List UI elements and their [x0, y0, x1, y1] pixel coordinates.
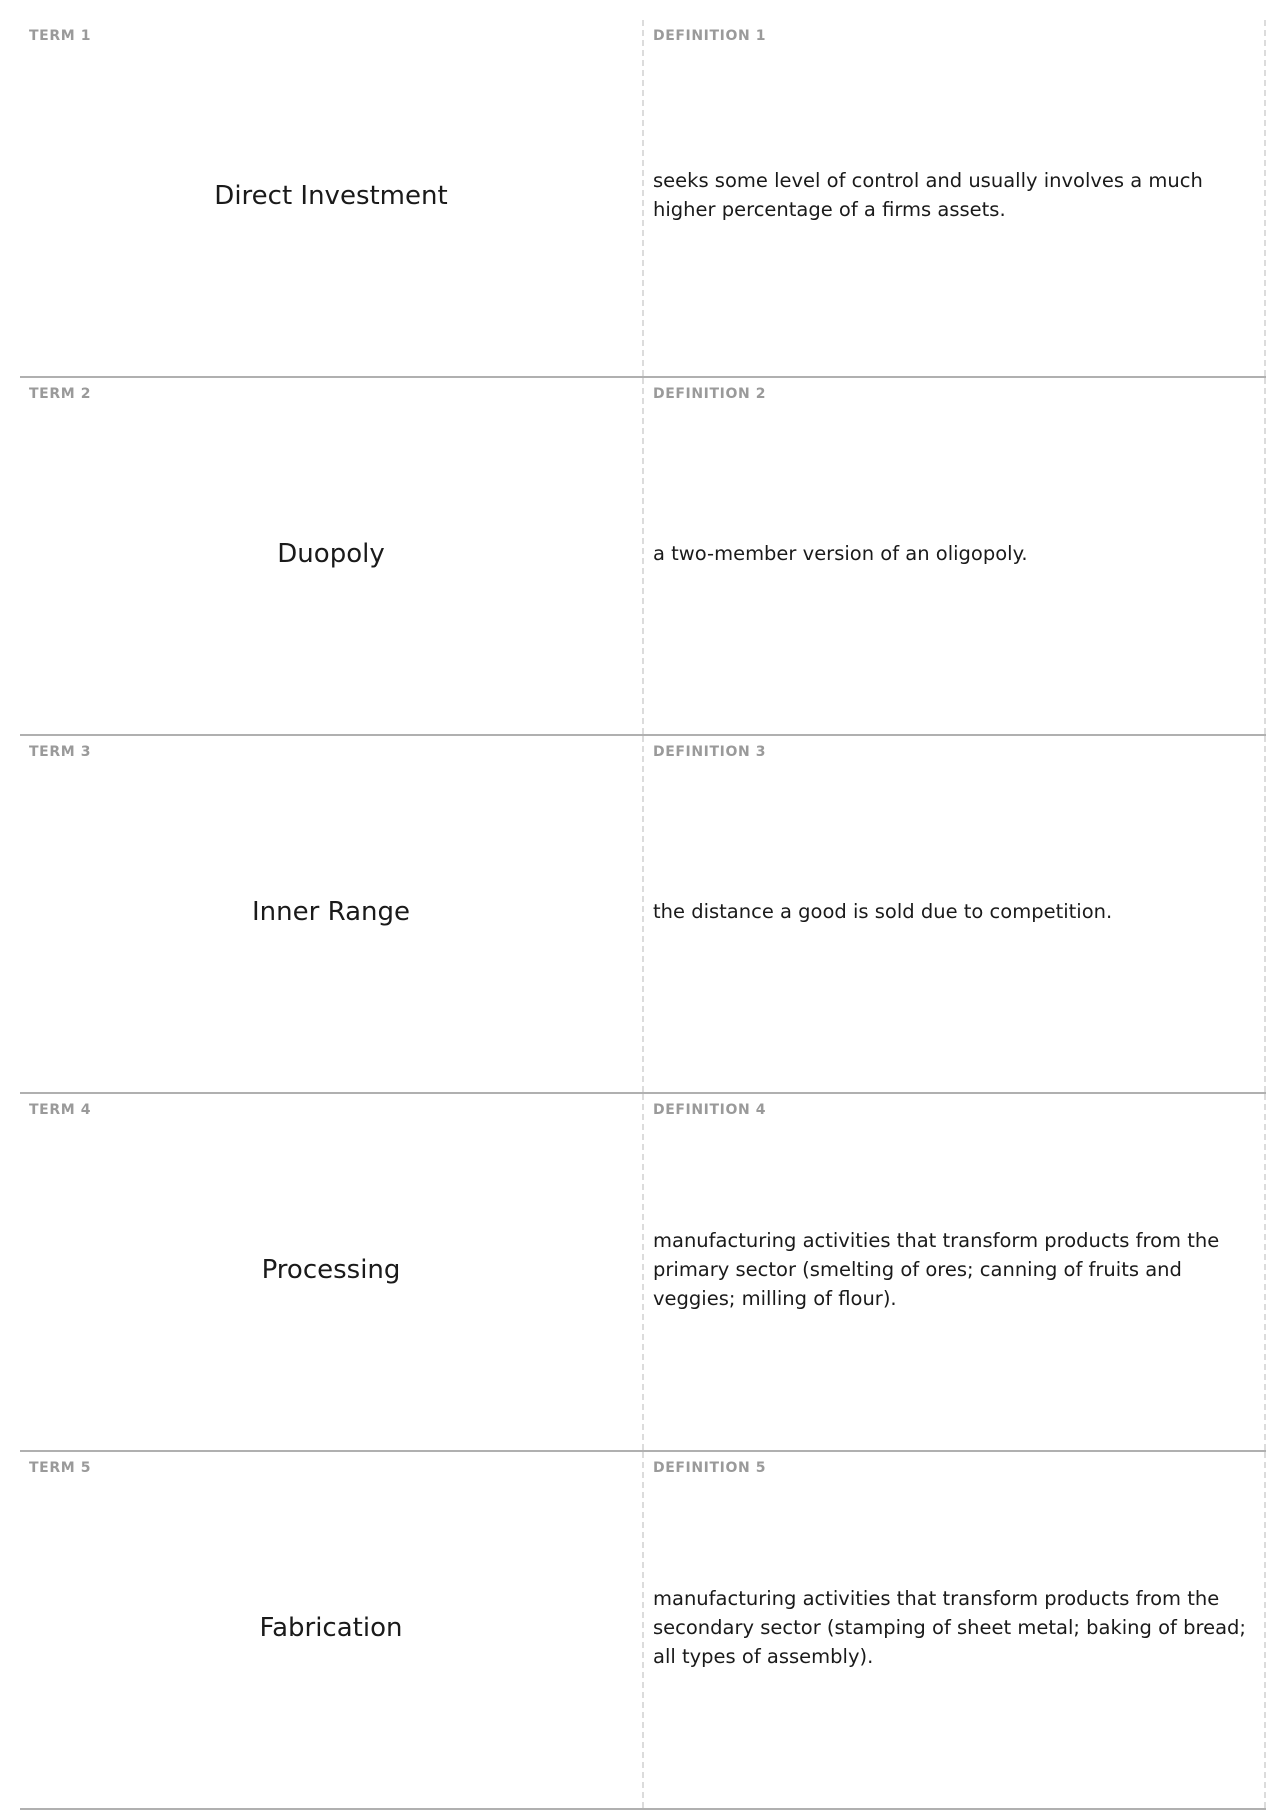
definition-text: the distance a good is sold due to competition.	[653, 899, 1113, 923]
term-card-4	[20, 1094, 644, 1450]
flashcard-row-2	[20, 378, 1266, 736]
definition-label: DEFINITION 4	[653, 1102, 767, 1118]
term-card-3	[20, 736, 644, 1092]
definition-text: manufacturing activities that transform products from the secondary sector (stamping of sheet metal; baking of bread; all types of assembly).	[653, 1586, 1246, 1668]
flashcard-row-5	[20, 1452, 1266, 1810]
definition-label: DEFINITION 2	[653, 386, 767, 402]
definition-card-1	[644, 20, 1266, 376]
term-text: Inner Range	[252, 897, 410, 927]
flashcard-row-1	[20, 20, 1266, 378]
term-text: Processing	[261, 1255, 401, 1285]
term-label: TERM 4	[29, 1102, 92, 1118]
term-card-1	[20, 20, 644, 376]
term-label: TERM 5	[29, 1460, 92, 1476]
flashcard-row-3	[20, 736, 1266, 1094]
term-text: Duopoly	[277, 539, 385, 569]
term-card-5	[20, 1452, 644, 1808]
definition-card-3	[644, 736, 1266, 1092]
term-text: Direct Investment	[214, 181, 448, 211]
term-label: TERM 2	[29, 386, 92, 402]
definition-label: DEFINITION 3	[653, 744, 767, 760]
term-card-2	[20, 378, 644, 734]
definition-card-2	[644, 378, 1266, 734]
flashcard-row-4	[20, 1094, 1266, 1452]
definition-card-5	[644, 1452, 1266, 1808]
definition-label: DEFINITION 5	[653, 1460, 767, 1476]
flashcard-sheet	[20, 20, 1266, 1802]
definition-card-4	[644, 1094, 1266, 1450]
term-text: Fabrication	[259, 1613, 403, 1643]
term-label: TERM 3	[29, 744, 92, 760]
definition-text: manufacturing activities that transform products from the primary sector (smelting of ores; canning of fruits and veggies; milling of flour).	[653, 1228, 1220, 1310]
definition-text: seeks some level of control and usually involves a much higher percentage of a firms assets.	[653, 169, 1203, 221]
term-label: TERM 1	[29, 28, 92, 44]
definition-text: a two-member version of an oligopoly.	[653, 541, 1028, 565]
definition-label: DEFINITION 1	[653, 28, 767, 44]
